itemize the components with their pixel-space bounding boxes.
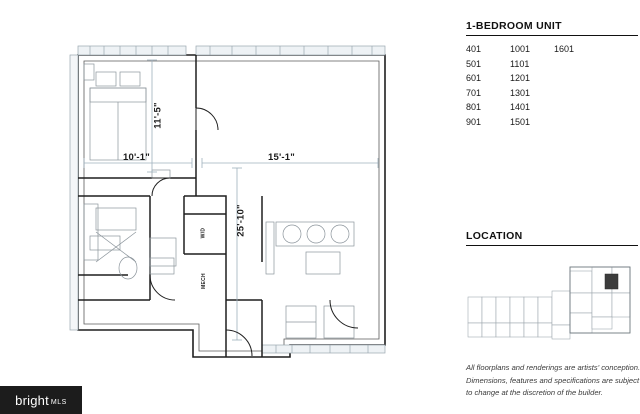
location-panel-title: LOCATION	[466, 230, 523, 242]
disclaimer-text	[466, 362, 640, 400]
unit-panel-divider	[466, 35, 638, 36]
dimension-living-width: 15'-1"	[268, 152, 295, 163]
unit-number	[554, 58, 598, 71]
unit-number: 501	[466, 58, 482, 69]
unit-number: 1601	[554, 44, 575, 54]
dimension-bedroom-width: 10'-1"	[123, 152, 150, 163]
unit-number: 901	[466, 116, 482, 127]
unit-list-block	[466, 20, 638, 129]
dimension-overall-depth: 25'-10"	[235, 204, 247, 237]
keyplan-highlight	[605, 274, 618, 289]
location-block	[466, 230, 638, 349]
logo-text	[15, 393, 67, 408]
unit-number	[554, 72, 598, 85]
unit-number: 801	[466, 102, 482, 112]
unit-number	[554, 87, 598, 100]
info-panel	[462, 0, 640, 414]
unit-number: 1501	[510, 116, 531, 127]
unit-number	[554, 101, 598, 114]
unit-number-grid	[466, 43, 638, 129]
unit-number: 401	[466, 44, 482, 54]
key-plan-diagram	[466, 257, 638, 353]
unit-panel-title: 1-BEDROOM UNIT	[466, 20, 562, 32]
unit-number: 701	[466, 87, 482, 98]
disclaimer-line-3: to change at the discretion of the builder.	[466, 388, 603, 397]
unit-number	[554, 116, 598, 129]
disclaimer-line-2: Dimensions, features and specifications are subject	[466, 375, 640, 385]
logo-brand: bright	[15, 392, 49, 408]
logo-suffix: MLS	[50, 398, 67, 406]
disclaimer-line-1: All floorplans and renderings are artists' conception.	[466, 363, 640, 372]
unit-number: 601	[466, 73, 482, 83]
unit-number: 1201	[510, 73, 531, 83]
unit-number: 1301	[510, 87, 531, 98]
room-label-washer-dryer: W/D	[200, 227, 207, 239]
unit-number: 1401	[510, 102, 531, 112]
unit-number: 1001	[510, 44, 531, 54]
location-panel-divider	[466, 245, 638, 246]
unit-number: 1101	[510, 58, 530, 69]
room-label-mech: MECH	[200, 273, 207, 289]
dimension-bedroom-depth: 11'-5"	[152, 102, 164, 129]
brightmls-logo	[0, 386, 82, 414]
